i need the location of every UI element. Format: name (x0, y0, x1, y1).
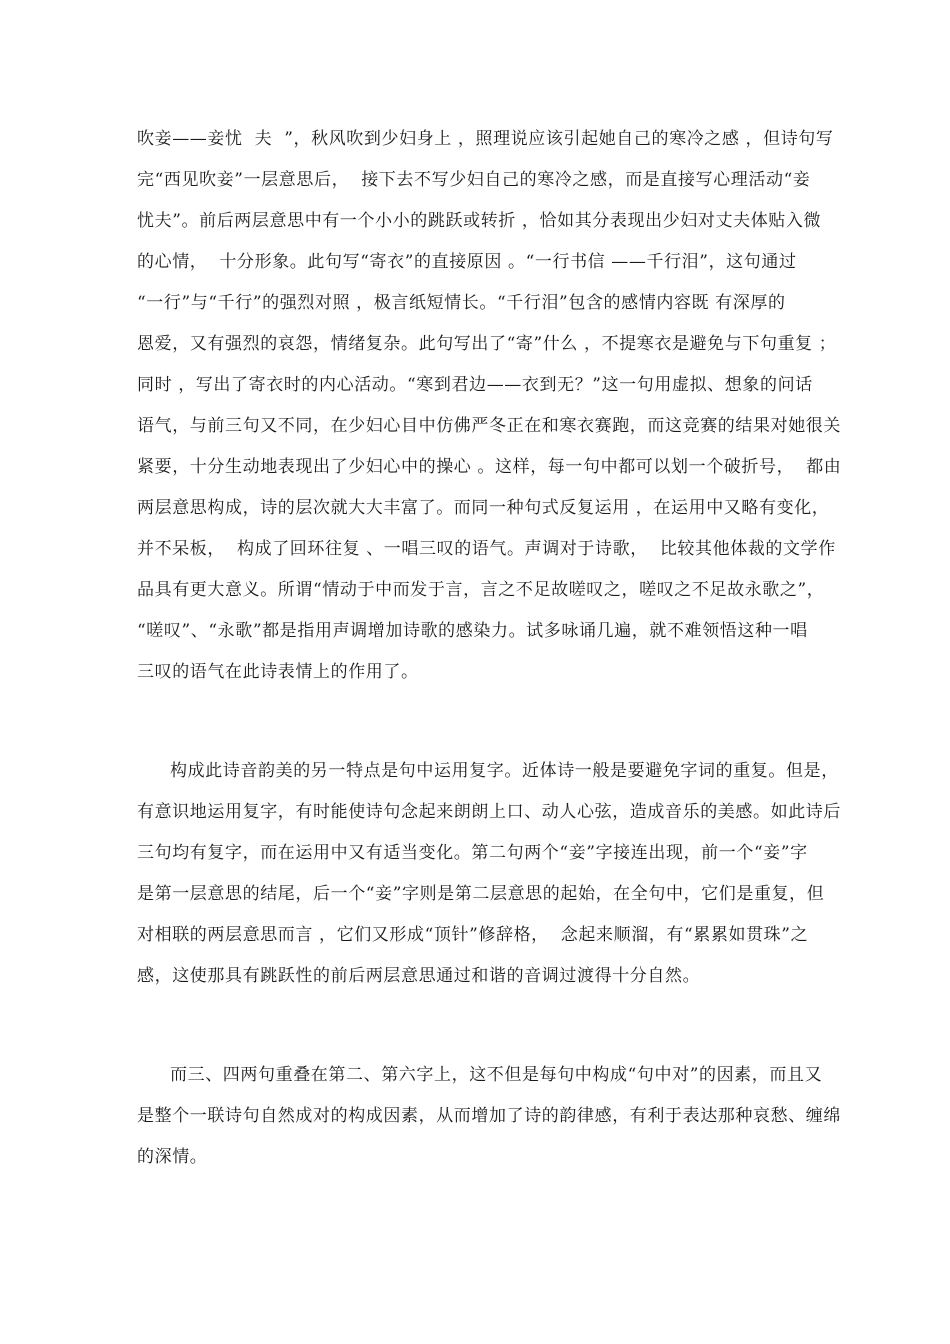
text-line: 的深情。 (137, 1147, 208, 1167)
text-line: 同时 ，写出了寄衣时的内心活动。“寒到君边——衣到无？”这一句用虚拟、想象的问话 (137, 375, 813, 395)
text-line: 三句均有复字，而在运用中又有适当变化。第二句两个“妾”字接连出现，前一个“妾”字 (137, 843, 808, 863)
text-line: 构成此诗音韵美的另一特点是句中运用复字。近体诗一般是要避免字词的重复。但是， (170, 761, 839, 781)
text-line: 吹妾——妾忧 夫 ”，秋风吹到少妇身上 ，照理说应该引起她自己的寒冷之感 ，但诗句写 (137, 129, 834, 149)
text-line: “嗟叹”、“永歌”都是指用声调增加诗歌的感染力。试多咏诵几遍，就不难领悟这种一唱 (137, 621, 808, 641)
text-line: 品具有更大意义。所谓“情动于中而发于言，言之不足故嗟叹之，嗟叹之不足故永歌之”， (137, 580, 825, 600)
text-line: 是第一层意思的结尾，后一个“妾”字则是第二层意思的起始，在全句中，它们是重复，但 (137, 884, 825, 904)
text-line: 的心情， 十分形象。此句写“寄衣”的直接原因 。“一行书信 ——千行泪”，这句通过 (137, 252, 797, 272)
text-line: 三叹的语气在此诗表情上的作用了。 (137, 662, 419, 682)
text-line: 两层意思构成，诗的层次就大大丰富了。而同一种句式反复运用 ，在运用中又略有变化， (137, 498, 830, 518)
text-line: 语气，与前三句又不同，在少妇心目中仿佛严冬正在和寒衣赛跑，而这竞赛的结果对她很关 (137, 416, 841, 436)
text-line: 对相联的两层意思而言 ，它们又形成“顶针”修辞格， 念起来顺溜，有“累累如贯珠”之 (137, 925, 809, 945)
text-line: “一行”与“千行”的强烈对照 ，极言纸短情长。“千行泪”包含的感情内容既 有深厚的 (137, 293, 786, 313)
text-line: 并不呆板， 构成了回环往复 、一唱三叹的语气。声调对于诗歌， 比较其他体裁的文学作 (137, 539, 836, 559)
text-line: 恩爱，又有强烈的哀怨，情绪复杂。此句写出了“寄”什么 ，不提寒衣是避免与下句重复 ； (137, 334, 837, 354)
text-line: 而三、四两句重叠在第二、第六字上，这不但是每句中构成“句中对”的因素，而且又 (170, 1065, 823, 1085)
text-line: 感，这使那具有跳跃性的前后两层意思通过和谐的音调过渡得十分自然。 (137, 966, 701, 986)
text-line: 是整个一联诗句自然成对的构成因素，从而增加了诗的韵律感，有利于表达那种哀愁、缠绵 (137, 1106, 841, 1126)
text-line: 完“西见吹妾”一层意思后， 接下去不写少妇自己的寒冷之感，而是直接写心理活动“妾 (137, 170, 811, 190)
text-line: 忧夫”。前后两层意思中有一个小小的跳跃或转折 ，恰如其分表现出少妇对丈夫体贴入微 (137, 211, 822, 231)
text-line: 紧要，十分生动地表现出了少妇心中的操心 。这样，每一句中都可以划一个破折号， 都由 (137, 457, 842, 477)
text-line: 有意识地运用复字，有时能使诗句念起来朗朗上口、动人心弦，造成音乐的美感。如此诗后 (137, 802, 841, 822)
